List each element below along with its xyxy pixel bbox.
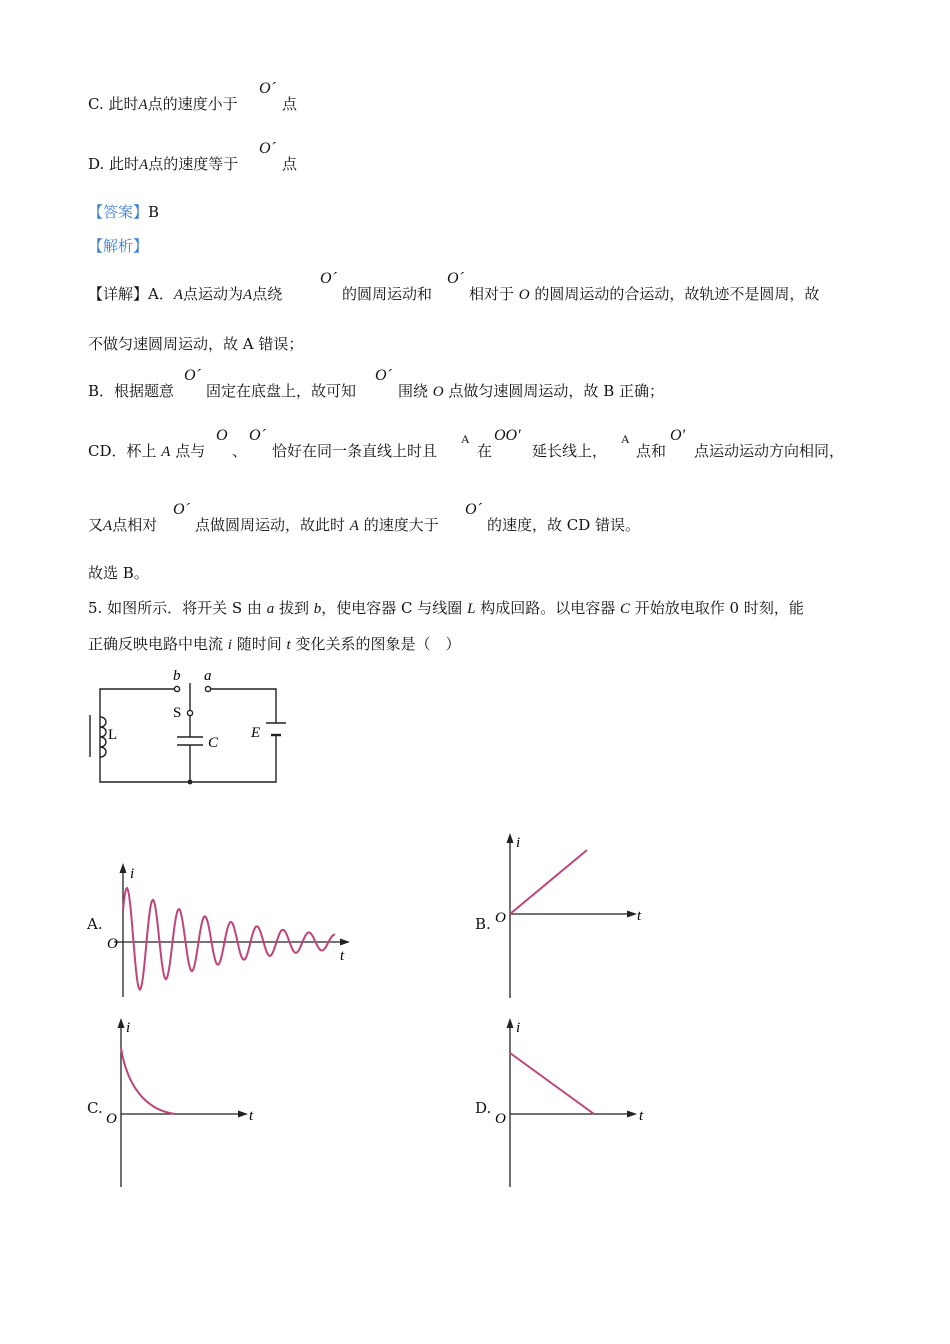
inductor-coil: [100, 717, 106, 757]
detail-line-3-part: 固定在底盘上，故可知: [206, 382, 357, 400]
o-prime-symbol: O': [670, 427, 685, 444]
option-c-tail: 点: [282, 95, 298, 113]
graph-a-y-arrow: [120, 863, 127, 873]
detail-line-5: 又A点相对: [88, 516, 158, 534]
detail-line-1: 【详解】A．A点运动为A点绕: [88, 285, 283, 303]
o-symbol: O: [216, 427, 228, 444]
graph-b-y-label: i: [516, 835, 521, 851]
graph-a-origin: O: [107, 936, 118, 952]
graph-a: [100, 860, 360, 1000]
junction-dot: [188, 780, 193, 785]
graph-c-x-arrow: [238, 1111, 248, 1118]
circuit-diagram: [80, 665, 295, 790]
graph-a-x-label: t: [340, 948, 345, 964]
a-small-label: A: [621, 432, 630, 446]
graph-c-y-label: i: [126, 1020, 131, 1036]
graph-b-label: B.: [475, 915, 491, 933]
detail-line-4-part: 、: [232, 442, 248, 460]
option-d-tail: 点: [282, 155, 298, 173]
label-e: E: [251, 725, 261, 741]
graph-d-x-label: t: [639, 1108, 644, 1124]
graph-a-x-arrow: [340, 939, 350, 946]
o-prime-symbol: O´: [320, 270, 337, 287]
detail-line-3-part: 围绕 O 点做匀速圆周运动，故 B 正确；: [398, 382, 664, 400]
detail-line-4-part: 点运动运动方向相同，: [694, 442, 845, 460]
o-prime-symbol: O´: [249, 427, 266, 444]
o-prime-symbol: O´: [447, 270, 464, 287]
a-small-label: A: [461, 432, 470, 446]
graph-b-origin: O: [495, 910, 506, 926]
detail-line-1-part: 相对于 O 的圆周运动的合运动，故轨迹不是圆周，故: [469, 285, 820, 303]
detail-line-4-part: 在: [477, 442, 493, 460]
graph-b-x-arrow: [627, 911, 637, 918]
graph-c-origin: O: [106, 1111, 117, 1127]
label-s: S: [173, 705, 182, 721]
wire: [208, 689, 276, 723]
o-prime-symbol: O´: [465, 501, 482, 518]
o-prime-symbol: O´: [375, 367, 392, 384]
analysis-heading: 【解析】: [88, 237, 149, 255]
question-line-2: 正确反映电路中电流 i 随时间 t 变化关系的图象是（ ）: [88, 635, 461, 653]
detail-line-1-part: 的圆周运动和: [342, 285, 433, 303]
graph-c-y-arrow: [118, 1018, 125, 1028]
graph-b-x-label: t: [637, 908, 642, 924]
detail-line-4: CD．杯上 A 点与: [88, 442, 206, 460]
question-line-1: 5. 如图所示．将开关 S 由 a 拔到 b，使电容器 C 与线圈 L 构成回路。以电容器 C 开始放电取作 0 时刻，能: [88, 599, 804, 617]
detail-line-5-part: 点做圆周运动，故此时 A 的速度大于: [195, 516, 439, 534]
option-d: D. 此时A点的速度等于: [88, 155, 239, 173]
graph-a-label: A.: [87, 915, 103, 933]
detail-line-2: 不做匀速圆周运动，故 A 错误；: [88, 335, 304, 353]
graph-d-origin: O: [495, 1111, 506, 1127]
detail-line-3: B．根据题意: [88, 382, 175, 400]
graph-d-x-arrow: [627, 1111, 637, 1118]
detail-line-4-part: 延长线上，: [532, 442, 608, 460]
graph-c-x-label: t: [249, 1108, 254, 1124]
graph-b-y-arrow: [507, 833, 514, 843]
switch-terminal-b: [174, 686, 179, 691]
switch-terminal-a: [205, 686, 210, 691]
graph-d: [490, 1015, 660, 1190]
answer-line: 【答案】B: [88, 203, 160, 221]
switch-pivot: [187, 710, 192, 715]
graph-c: [100, 1015, 270, 1190]
graph-d-y-label: i: [516, 1020, 521, 1036]
wire: [190, 735, 276, 782]
o-prime-symbol: O´: [184, 367, 201, 384]
label-c: C: [208, 735, 219, 751]
label-a: a: [204, 668, 212, 684]
detail-line-4-part: 恰好在同一条直线上时且: [272, 442, 438, 460]
option-c: C. 此时A点的速度小于: [88, 95, 238, 113]
label-b: b: [173, 668, 181, 684]
o-prime-symbol: O´: [173, 501, 190, 518]
oo-prime-symbol: OO': [494, 427, 521, 444]
o-prime-symbol: O´: [259, 80, 276, 97]
graph-d-y-arrow: [507, 1018, 514, 1028]
graph-b-line: [510, 850, 587, 914]
graph-d-line: [510, 1053, 594, 1114]
o-prime-symbol: O´: [259, 140, 276, 157]
graph-c-curve: [121, 1048, 175, 1114]
graph-a-y-label: i: [130, 866, 135, 882]
detail-line-4-part: 点和: [636, 442, 667, 460]
conclusion-line: 故选 B。: [88, 564, 149, 582]
graph-a-curve: [123, 888, 335, 990]
graph-b: [490, 830, 660, 1002]
detail-line-5-part: 的速度，故 CD 错误。: [487, 516, 641, 534]
graph-d-label: D.: [475, 1099, 492, 1117]
graph-c-label: C.: [87, 1099, 103, 1117]
label-l: L: [108, 727, 118, 743]
